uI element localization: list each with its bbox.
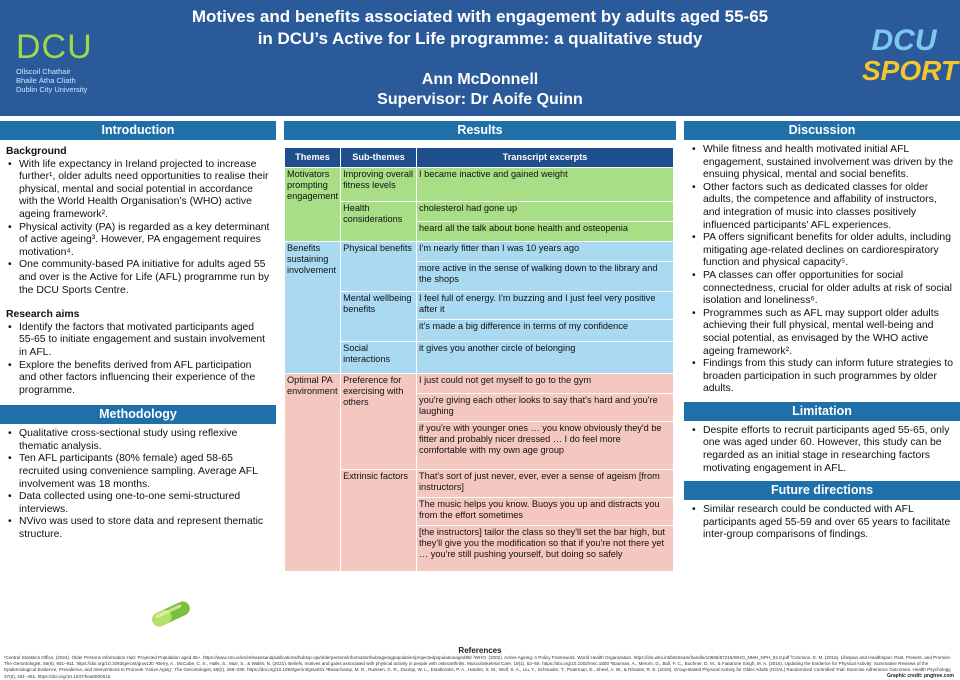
results-heading: Results (284, 121, 676, 140)
dcu-logo-mark: DCU (16, 28, 93, 66)
table-row (285, 242, 674, 262)
results-table (284, 147, 674, 572)
excerpt-cell: The music helps you know. Buoys you up and distracts you from the effort sometimes (417, 498, 674, 526)
sub-theme-cell: Social interactions (341, 342, 417, 374)
poster-header (0, 0, 960, 116)
list-item: • Findings from this study can inform future strategies to broaden participation in such programmes by older adults. (690, 358, 954, 396)
list-item: • With life expectancy in Ireland projected to increase further¹, older adults need opportunities to realise their physical, mental and social potential in accordance with the World Health Organisation’s (WHO) active ageing framework². (6, 159, 270, 222)
column-header-themes: Themes (285, 148, 341, 168)
research-aims-title: Research aims (6, 309, 80, 321)
dcu-logo-sub-2: Bhaile Átha Cliath (16, 76, 76, 85)
dcu-logo-sub-1: Ollscoil Chathair (16, 67, 71, 76)
title-line-2: in DCU’s Active for Life programme: a qualitative study (257, 29, 703, 48)
background-list (6, 159, 270, 298)
table-row (285, 342, 674, 374)
discussion-list (690, 144, 954, 396)
references-section (0, 646, 960, 680)
list-item: • Programmes such as AFL may support older adults achieving their full physical, mental well-being and social potential, as envisaged by the WHO active ageing framework². (690, 308, 954, 358)
poster-title (140, 6, 820, 50)
sport-logo-line-2: SPORT (862, 55, 958, 86)
right-column (684, 121, 960, 542)
methodology-body (0, 424, 276, 541)
column-header-excerpts: Transcript excerpts (417, 148, 674, 168)
dcu-sport-logo (862, 24, 958, 86)
list-item: • Data collected using one-to-one semi-structured interviews. (6, 491, 270, 516)
future-directions-list (690, 504, 954, 542)
limitation-heading: Limitation (684, 402, 960, 421)
table-header-row (285, 148, 674, 168)
excerpt-cell: it's made a big difference in terms of my confidence (417, 320, 674, 342)
excerpt-cell: I feel full of energy. I'm buzzing and I just feel very positive after it (417, 292, 674, 320)
excerpt-cell: That's sort of just never, ever, ever a sense of ageism [from instructors] (417, 470, 674, 498)
sport-logo-line-1: DCU (871, 24, 937, 57)
table-row (285, 470, 674, 498)
table-row (285, 168, 674, 202)
aims-list (6, 322, 270, 398)
excerpt-cell: heard all the talk about bone health and osteopenia (417, 222, 674, 242)
references-heading: References (458, 646, 502, 655)
theme-cell: Benefits sustaining involvement (285, 242, 341, 374)
background-title: Background (6, 146, 67, 157)
excerpt-cell: you're giving each other looks to say that's hard and you're laughing (417, 394, 674, 422)
sub-theme-cell: Physical benefits (341, 242, 417, 292)
future-directions-heading: Future directions (684, 481, 960, 500)
table-row (285, 374, 674, 394)
methodology-heading: Methodology (0, 405, 276, 424)
dcu-logo (16, 28, 126, 94)
spacer (6, 297, 270, 307)
excerpt-cell: more active in the sense of walking down to the library and the shops (417, 262, 674, 292)
introduction-body (0, 140, 276, 397)
excerpt-cell: I just could not get myself to go to the gym (417, 374, 674, 394)
limitation-body (684, 421, 960, 475)
list-item: • Despite efforts to recruit participants aged 55-65, only one was aged under 60. However, this study can be regarded as an initial stage in researching factors motivating engagement in AFL. (690, 425, 954, 475)
list-item: • Similar research could be conducted with AFL participants aged 55-59 and over 65 years to facilitate inter-group comparisons of findings. (690, 504, 954, 542)
list-item: • Explore the benefits derived from AFL participation and other factors influencing their experience of the programme. (6, 360, 270, 398)
dcu-logo-sub-3: Dublin City University (16, 85, 88, 94)
excerpt-cell: if you're with younger ones … you know obviously they'd be fitter and probably nicer dressed … I do feel more comfortable with my own age group (417, 422, 674, 470)
sub-theme-cell: Extrinsic factors (341, 470, 417, 572)
title-line-1: Motives and benefits associated with engagement by adults aged 55-65 (191, 7, 769, 26)
excerpt-cell: I'm nearly fitter than I was 10 years ago (417, 242, 674, 262)
list-item: • PA classes can offer opportunities for social connectedness, crucial for older adults at risk of social isolation and loneliness⁶. (690, 270, 954, 308)
future-directions-body (684, 500, 960, 542)
discussion-heading: Discussion (684, 121, 960, 140)
excerpt-cell: [the instructors] tailor the class so they'll set the bar high, but they'll give you the modification so that if you're not there yet … you're still pushing yourself, but doing so safely (417, 526, 674, 572)
author-name: Ann McDonnell (421, 71, 539, 88)
methodology-list (6, 428, 270, 541)
list-item: • Qualitative cross-sectional study using reflexive thematic analysis. (6, 428, 270, 453)
column-header-sub-themes: Sub-themes (341, 148, 417, 168)
references-text: ¹Central Statistics Office. (2024). Older Persons Information Hub: Projected Population aged 65+. https://www.cso.ie/en/releasesandpublications/hubs/p-opi/olderpersonsinformationhub/ageingpopulation/projectedpopulationaged65/ ²WHO. (2002). Active Ageing: A Policy Framework. World Health Organization. https://iris.who.int/bitstream/handle/10665/67215/WHO_NMH_NPH_02.8.pdf ³Cimmino, E. M. (2016). Lifespan and Healthspan: Past, Present, and Promise. The Gerontologist, 56(6), 901–911. https://doi.org/10.1093/geront/gnw130 ⁴Berry, A., McCabe, C. S., Halls, S., Muir, S., & Walsh, N. (2021). Beliefs, motives and gains associated with physical activity in people with osteoarthritis. Musculoskeletal Care, 19(1), 52–58. https://doi.org/10.1002/msc.1500 ⁵Bauman, A., Merom, D., Bull, F. C., Buchner, D. M., & Fiatarone Singh, M. A. (2016). Updating the Evidence for Physical Activity: Summative Reviews of the Epidemiological Evidence, Prevalence, and Interventions to Promote 'Active Aging'. The Gerontologist, 56(2), 268–280. https://doi.org/10.1093/geront/gnw031 ⁶Beauchamp, M. R., Ruissen, G. R., Dunlop, W. L., Estabrooks, P. A., Harden, S. M., Wolf, S. A., Liu, Y., Schmader, T., Puterman, E., Sheel, A. W., & Rhodes, R. E. (2018). Group-Based Physical Activity for Older Adults (GOAL) Randomized Controlled Trial: Exercise Adherence Outcomes. Health Psychology, 37(5), 451–461. https://doi.org/10.1037/hea0000615 (4, 655, 952, 679)
capsule-graphic (146, 600, 196, 628)
excerpt-cell: cholesterol had gone up (417, 202, 674, 222)
sub-theme-cell: Preference for exercising with others (341, 374, 417, 470)
list-item: • Ten AFL participants (80% female) aged 58-65 recruited using convenience sampling. Average AFL involvement was 18 months. (6, 453, 270, 491)
list-item: • One community-based PA initiative for adults aged 55 and over is the Active for Life (AFL) programme run by the DCU Sports Centre. (6, 259, 270, 297)
theme-cell: Optimal PA environment (285, 374, 341, 572)
graphic-credit: Graphic credit: pngtree.com (887, 673, 954, 679)
sub-theme-cell: Improving overall fitness levels (341, 168, 417, 202)
list-item: • Other factors such as dedicated classes for older adults, the competence and affability of instructors, and integration of music into classes positively influenced participants’ AFL experiences. (690, 182, 954, 232)
table-row (285, 292, 674, 320)
supervisor-name: Supervisor: Dr Aoife Quinn (377, 91, 583, 108)
list-item: • While fitness and health motivated initial AFL engagement, sustained involvement was driven by the ensuing physical, mental and social benefits. (690, 144, 954, 182)
capsule-icon (150, 600, 192, 628)
list-item: • NVivo was used to store data and represent thematic structure. (6, 516, 270, 541)
list-item: • PA offers significant benefits for older adults, including mitigating age-related declines on cardiorespiratory function and physical capacity⁵. (690, 232, 954, 270)
left-column (0, 121, 276, 542)
limitation-list (690, 425, 954, 475)
introduction-heading: Introduction (0, 121, 276, 140)
table-row (285, 202, 674, 222)
discussion-body (684, 140, 960, 396)
excerpt-cell: I became inactive and gained weight (417, 168, 674, 202)
author-block (140, 70, 820, 110)
sub-theme-cell: Mental wellbeing benefits (341, 292, 417, 342)
excerpt-cell: it gives you another circle of belonging (417, 342, 674, 374)
list-item: • Physical activity (PA) is regarded as a key determinant of active ageing³. However, PA engagement requires motivation⁴. (6, 222, 270, 260)
sub-theme-cell: Health considerations (341, 202, 417, 242)
middle-column (284, 121, 676, 572)
list-item: • Identify the factors that motivated participants aged 55-65 to initiate engagement and sustain involvement in AFL. (6, 322, 270, 360)
theme-cell: Motivators prompting engagement (285, 168, 341, 242)
